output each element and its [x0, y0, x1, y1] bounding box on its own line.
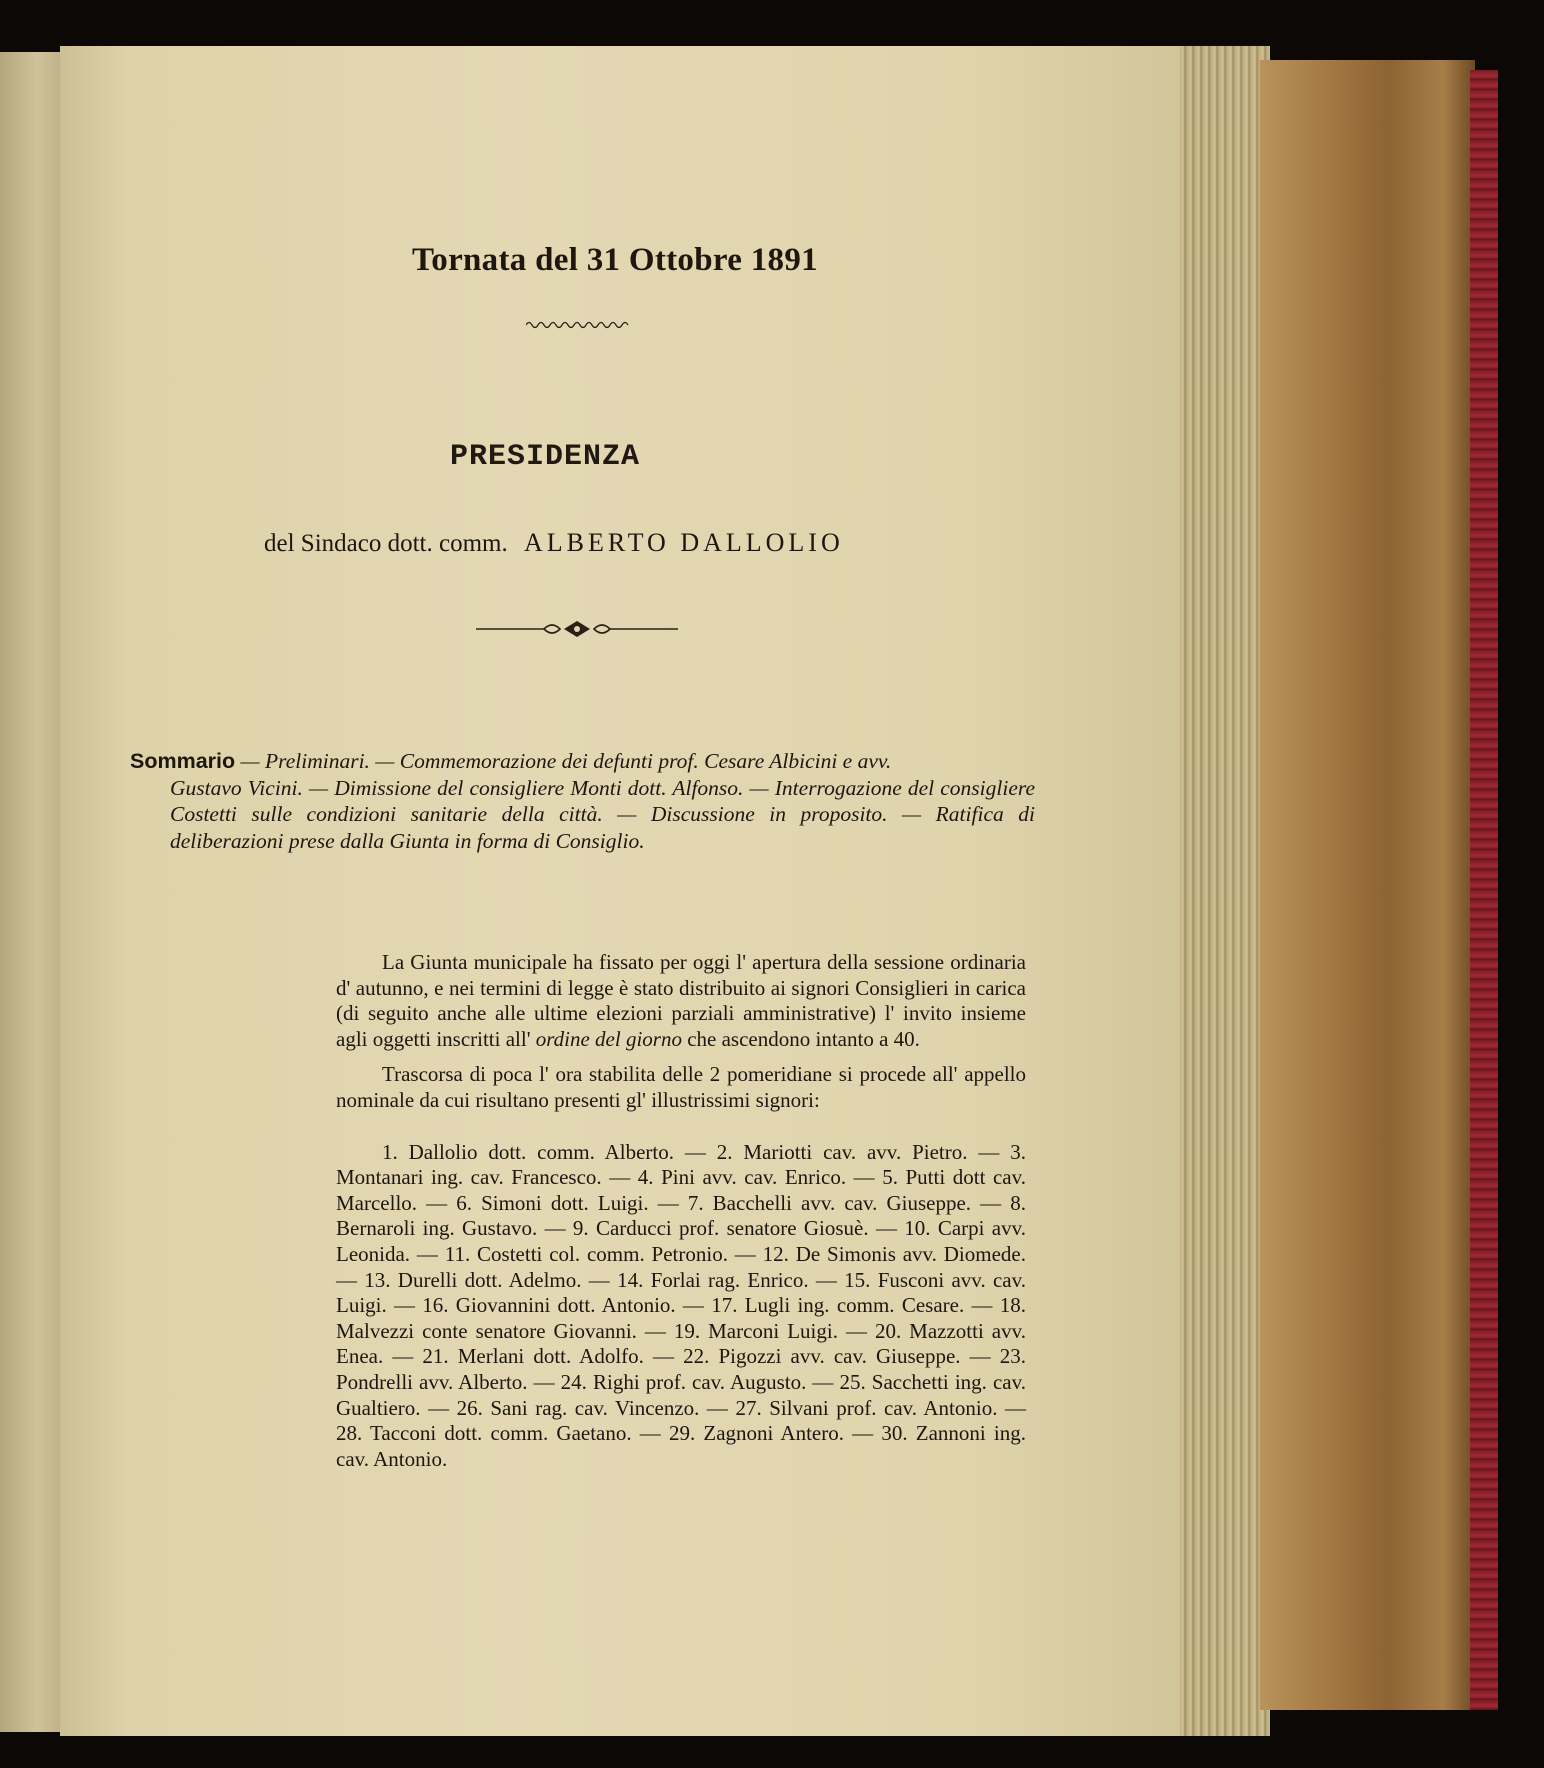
section-heading-presidenza: PRESIDENZA	[450, 440, 641, 474]
summary-label: Sommario	[130, 749, 236, 773]
sindaco-line	[264, 528, 844, 558]
book-block-edge	[1260, 60, 1475, 1710]
paragraph-session-opening	[336, 950, 1026, 1052]
page-edges	[1180, 46, 1270, 1736]
summary-line-2: Gustavo Vicini. — Dimissione del consigliere Monti dott. Alfonso. — Interrogazione del consigliere Costetti sulle condizioni sanitarie della città. — Discussione in proposito. — Ratifica di deliberazioni prese dalla Giunta in forma di Consiglio.	[170, 775, 1035, 853]
summary-line-1: — Preliminari. — Commemorazione dei defunti prof. Cesare Albicini e avv.	[235, 749, 892, 773]
paragraph-1-italic: ordine del giorno	[535, 1026, 682, 1051]
sindaco-name: ALBERTO DALLOLIO	[523, 528, 844, 557]
sindaco-prefix: del Sindaco dott. comm.	[264, 530, 508, 557]
wavy-rule-ornament	[526, 320, 631, 330]
paragraph-members-list: 1. Dallolio dott. comm. Alberto. — 2. Mariotti cav. avv. Pietro. — 3. Montanari ing. cav. Francesco. — 4. Pini avv. cav. Enrico. — 5. Putti dott cav. Marcello. — 6. Simoni dott. Luigi. — 7. Bacchelli avv. cav. Giuseppe. — 8. Bernaroli ing. Gustavo. — 9. Carducci prof. senatore Giosuè. — 10. Carpi avv. Leonida. — 11. Costetti col. comm. Petronio. — 12. De Simonis avv. Diomede. — 13. Durelli dott. Adelmo. — 14. Forlai rag. Enrico. — 15. Fusconi avv. cav. Luigi. — 16. Giovannini dott. Antonio. — 17. Lugli ing. comm. Cesare. — 18. Malvezzi conte senatore Giovanni. — 19. Marconi Luigi. — 20. Mazzotti avv. Enea. — 21. Merlani dott. Adolfo. — 22. Pigozzi avv. cav. Giuseppe. — 23. Pondrelli avv. Alberto. — 24. Righi prof. cav. Augusto. — 25. Sacchetti ing. cav. Gualtiero. — 26. Sani rag. cav. Vincenzo. — 27. Silvani prof. cav. Antonio. — 28. Tacconi dott. comm. Gaetano. — 29. Zagnoni Antero. — 30. Zannoni ing. cav. Antonio.	[336, 1139, 1026, 1471]
page-title: Tornata del 31 Ottobre 1891	[412, 242, 818, 278]
paragraph-roll-call: Trascorsa di poca l' ora stabilita delle 2 pomeridiane si procede all' appello nominale da cui risultano presenti gl' illustrissimi signori:	[336, 1062, 1026, 1112]
paragraph-1-text-a: La Giunta municipale ha fissato per oggi l' apertura della sessione ordinaria d' autunno, e nei termini di legge è stato distribuito ai signori Consiglieri in carica (di seguito anche alle ultime elezioni parziali amministrative) l' invito insieme agli oggetti inscritti all'	[336, 950, 1026, 1051]
book-cover-edge	[1470, 70, 1498, 1710]
divider-ornament	[476, 618, 678, 640]
left-page-edge	[0, 52, 62, 1732]
summary-block	[130, 748, 1035, 854]
document-page	[60, 46, 1180, 1736]
body-text	[336, 950, 1026, 1472]
paragraph-1-text-b: che ascendono intanto a 40.	[681, 1026, 920, 1051]
